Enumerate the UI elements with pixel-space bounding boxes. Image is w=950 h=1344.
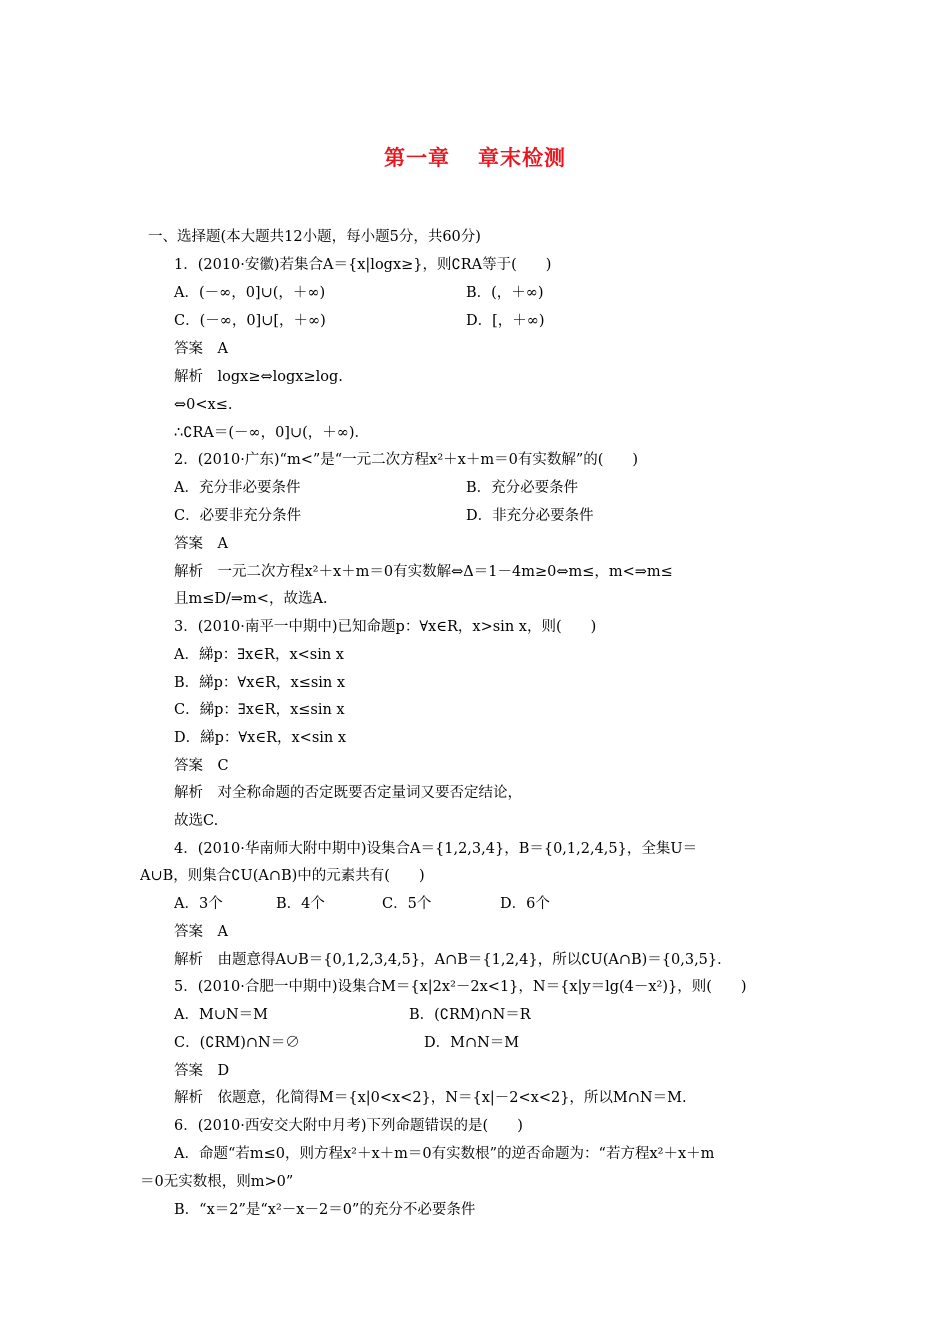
q4-option-a: A．3个 bbox=[174, 896, 223, 912]
question-6: 6．(2010·西安交大附中月考)下列命题错误的是( ) bbox=[174, 1118, 523, 1134]
q1-option-b: B．(，＋∞) bbox=[466, 285, 544, 301]
question-3: 3．(2010·南平一中期中)已知命题p：∀x∈R，x>sin x，则( ) bbox=[174, 619, 597, 635]
q3-analysis-2: 故选C. bbox=[174, 813, 219, 829]
q5-option-d: D．M∩N＝M bbox=[424, 1035, 520, 1051]
q3-analysis-1: 解析 对全称命题的否定既要否定量词又要否定结论， bbox=[174, 785, 522, 801]
q1-analysis-3: ∴∁RA＝(－∞，0]∪(，＋∞)． bbox=[174, 425, 369, 441]
q2-answer: 答案 A bbox=[174, 536, 228, 552]
q6-option-a-line-1: A．命题“若m≤0，则方程x²＋x＋m＝0有实数根”的逆否命题为：“若方程x²＋x＋m bbox=[174, 1146, 715, 1162]
q4-option-b: B．4个 bbox=[276, 896, 325, 912]
q5-option-c: C．(∁RM)∩N＝∅ bbox=[174, 1035, 300, 1051]
q4-option-c: C．5个 bbox=[382, 896, 432, 912]
q4-option-d: D．6个 bbox=[500, 896, 550, 912]
question-4-line-1: 4．(2010·华南师大附中期中)设集合A＝{1,2,3,4}，B＝{0,1,2,4,5}，全集U＝ bbox=[174, 841, 698, 857]
q1-option-a: A．(－∞，0]∪(，＋∞) bbox=[174, 285, 326, 301]
q3-option-d: D．綈p：∀x∈R，x<sin x bbox=[174, 730, 347, 746]
q1-option-c: C．(－∞，0]∪[，＋∞) bbox=[174, 313, 326, 329]
q2-option-b: B．充分必要条件 bbox=[466, 480, 579, 496]
q1-analysis-2: ⇔0<x≤. bbox=[174, 397, 233, 413]
question-4-line-2: A∪B，则集合∁U(A∩B)中的元素共有( ) bbox=[140, 868, 425, 884]
q5-analysis: 解析 依题意，化简得M＝{x|0<x<2}，N＝{x|－2<x<2}，所以M∩N＝M. bbox=[174, 1090, 687, 1106]
q4-answer: 答案 A bbox=[174, 924, 228, 940]
q2-option-c: C．必要非充分条件 bbox=[174, 508, 302, 524]
q3-option-c: C．綈p：∃x∈R，x≤sin x bbox=[174, 702, 345, 718]
q5-option-a: A．M∪N＝M bbox=[174, 1007, 269, 1023]
question-2: 2．(2010·广东)“m<”是“一元二次方程x²＋x＋m＝0有实数解”的( ) bbox=[174, 452, 639, 468]
q2-analysis-2: 且m≤D/⇒m<，故选A. bbox=[174, 591, 328, 607]
page-title bbox=[0, 142, 950, 172]
q3-option-a: A．綈p：∃x∈R，x<sin x bbox=[174, 647, 344, 663]
q3-answer: 答案 C bbox=[174, 758, 229, 774]
q6-option-a-line-2: ＝0无实数根，则m>0” bbox=[140, 1174, 294, 1190]
q4-analysis: 解析 由题意得A∪B＝{0,1,2,3,4,5}，A∩B＝{1,2,4}，所以∁U(A∩B)＝{0,3,5}． bbox=[174, 952, 732, 968]
q6-option-b: B．“x＝2”是“x²－x－2＝0”的充分不必要条件 bbox=[174, 1202, 476, 1218]
q1-option-d: D．[，＋∞) bbox=[466, 313, 545, 329]
title-review: 章末检测 bbox=[478, 146, 566, 170]
title-chapter: 第一章 bbox=[384, 146, 450, 170]
q1-analysis-1: 解析 logx≥⇔logx≥log. bbox=[174, 369, 343, 385]
question-1: 1．(2010·安徽)若集合A＝{x|logx≥}，则∁RA等于( ) bbox=[174, 257, 552, 273]
section-heading: 一、选择题(本大题共12小题，每小题5分，共60分) bbox=[148, 229, 481, 245]
q2-option-a: A．充分非必要条件 bbox=[174, 480, 301, 496]
q5-option-b: B．(∁RM)∩N＝R bbox=[409, 1007, 531, 1023]
q1-answer: 答案 A bbox=[174, 341, 228, 357]
q3-option-b: B．綈p：∀x∈R，x≤sin x bbox=[174, 675, 346, 691]
q2-analysis-1: 解析 一元二次方程x²＋x＋m＝0有实数解⇔Δ＝1－4m≥0⇔m≤，m<⇒m≤ bbox=[174, 564, 673, 580]
question-5: 5．(2010·合肥一中期中)设集合M＝{x|2x²－2x<1}，N＝{x|y＝lg(4－x²)}，则( ) bbox=[174, 979, 747, 995]
q2-option-d: D．非充分必要条件 bbox=[466, 508, 594, 524]
q5-answer: 答案 D bbox=[174, 1063, 230, 1079]
